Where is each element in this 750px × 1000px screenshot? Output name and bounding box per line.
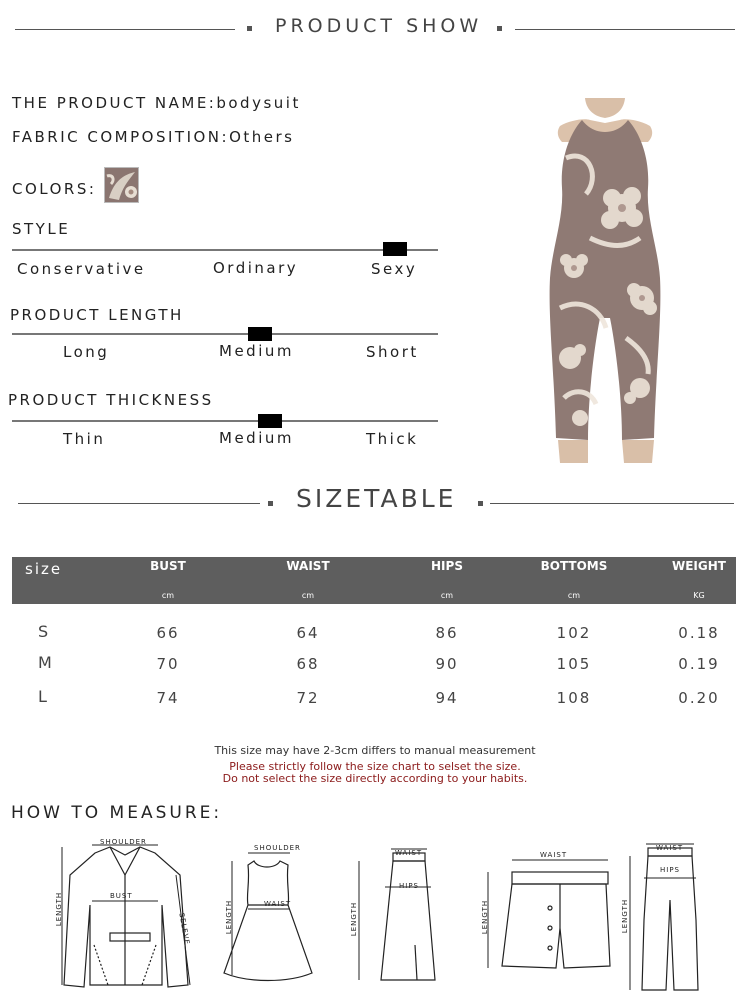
cell-waist: 68 — [296, 655, 320, 673]
cell-size: M — [38, 653, 54, 672]
sizetable-dot-right — [478, 501, 483, 506]
length-scale-track — [12, 333, 438, 335]
shorts-length-label: LENGTH — [481, 899, 490, 935]
cell-waist: 72 — [296, 689, 320, 707]
cell-hips: 86 — [435, 624, 459, 642]
skirt-hips-label: HIPS — [399, 882, 419, 890]
pants-diagram — [622, 840, 712, 992]
style-option-ordinary: Ordinary — [213, 259, 299, 277]
note-not-by-habit: Do not select the size directly according to your habits. — [222, 772, 528, 785]
col-header-waist: WAIST — [286, 559, 330, 573]
length-option-short: Short — [366, 343, 419, 361]
product-name-label: THE PRODUCT NAME: — [12, 94, 217, 112]
fabric-row — [12, 128, 294, 146]
colors-label: COLORS: — [12, 180, 97, 198]
product-name-value: bodysuit — [216, 94, 301, 112]
dress-waist-label: WAIST — [264, 900, 292, 908]
pants-waist-label: WAIST — [656, 844, 684, 852]
header-dot-right — [497, 26, 502, 31]
pants-length-label: LENGTH — [621, 898, 630, 934]
col-header-bust: BUST — [150, 559, 186, 573]
shirt-shoulder-label: SHOULDER — [100, 838, 147, 846]
sizetable-dot-left — [268, 501, 273, 506]
col-unit-bottoms: cm — [567, 591, 581, 600]
cell-weight: 0.18 — [678, 624, 720, 642]
pants-hips-label: HIPS — [660, 866, 680, 874]
header-rule-left — [15, 29, 235, 30]
length-option-long: Long — [63, 343, 110, 361]
thickness-option-thick: Thick — [366, 430, 419, 448]
note-measurement-difference: This size may have 2-3cm differs to manual measurement — [214, 744, 536, 757]
col-unit-bust: cm — [161, 591, 175, 600]
cell-bottoms: 105 — [556, 655, 592, 673]
style-option-sexy: Sexy — [371, 260, 418, 278]
cell-bottoms: 108 — [556, 689, 592, 707]
cell-bust: 74 — [156, 689, 180, 707]
how-to-measure-title: HOW TO MEASURE: — [11, 803, 223, 823]
shorts-waist-label: WAIST — [540, 851, 568, 859]
cell-size: S — [38, 622, 51, 641]
note-follow-chart: Please strictly follow the size chart to selset the size. — [229, 760, 521, 773]
cell-size: L — [38, 687, 49, 706]
sizetable-rule-left — [18, 503, 260, 504]
col-header-hips: HIPS — [431, 559, 463, 573]
cell-waist: 64 — [296, 624, 320, 642]
thickness-scale-marker[interactable] — [258, 414, 282, 428]
style-scale-marker[interactable] — [383, 242, 407, 256]
cell-weight: 0.19 — [678, 655, 720, 673]
page-title: PRODUCT SHOW — [275, 15, 483, 37]
dress-length-label: LENGTH — [225, 899, 234, 935]
col-header-size: size — [25, 560, 63, 578]
thickness-option-thin: Thin — [63, 430, 106, 448]
sizetable-rule-right — [490, 503, 734, 504]
length-label: PRODUCT LENGTH — [10, 306, 184, 324]
col-unit-weight: KG — [693, 591, 705, 600]
dress-diagram — [218, 843, 318, 988]
length-option-medium: Medium — [219, 342, 294, 360]
col-unit-waist: cm — [301, 591, 315, 600]
fabric-value: Others — [229, 128, 295, 146]
style-option-conservative: Conservative — [17, 260, 146, 278]
col-header-bottoms: BOTTOMS — [540, 559, 608, 573]
shorts-diagram — [478, 848, 613, 978]
cell-bottoms: 102 — [556, 624, 592, 642]
cell-bust: 70 — [156, 655, 180, 673]
color-swatch[interactable] — [104, 167, 139, 203]
cell-weight: 0.20 — [678, 689, 720, 707]
cell-hips: 90 — [435, 655, 459, 673]
dress-shoulder-label: SHOULDER — [254, 844, 301, 852]
header-dot-left — [247, 26, 252, 31]
length-scale-marker[interactable] — [248, 327, 272, 341]
thickness-scale-track — [12, 420, 438, 422]
shirt-sleeve-label: SELEVE — [177, 912, 191, 946]
skirt-diagram — [345, 845, 445, 985]
col-header-weight: WEIGHT — [672, 559, 726, 573]
product-name-row — [12, 94, 301, 112]
shirt-diagram — [50, 835, 200, 995]
skirt-length-label: LENGTH — [350, 901, 359, 937]
sizetable-title: SIZETABLE — [296, 484, 457, 513]
shirt-bust-label: BUST — [110, 892, 133, 900]
style-label: STYLE — [12, 220, 71, 238]
product-image — [530, 98, 680, 468]
shirt-length-label: LENGTH — [55, 891, 64, 927]
cell-hips: 94 — [435, 689, 459, 707]
style-scale-track — [12, 249, 438, 251]
header-rule-right — [515, 29, 735, 30]
cell-bust: 66 — [156, 624, 180, 642]
thickness-label: PRODUCT THICKNESS — [8, 391, 214, 409]
skirt-waist-label: WAIST — [395, 849, 423, 857]
thickness-option-medium: Medium — [219, 429, 294, 447]
fabric-label: FABRIC COMPOSITION: — [12, 128, 230, 146]
col-unit-hips: cm — [440, 591, 454, 600]
